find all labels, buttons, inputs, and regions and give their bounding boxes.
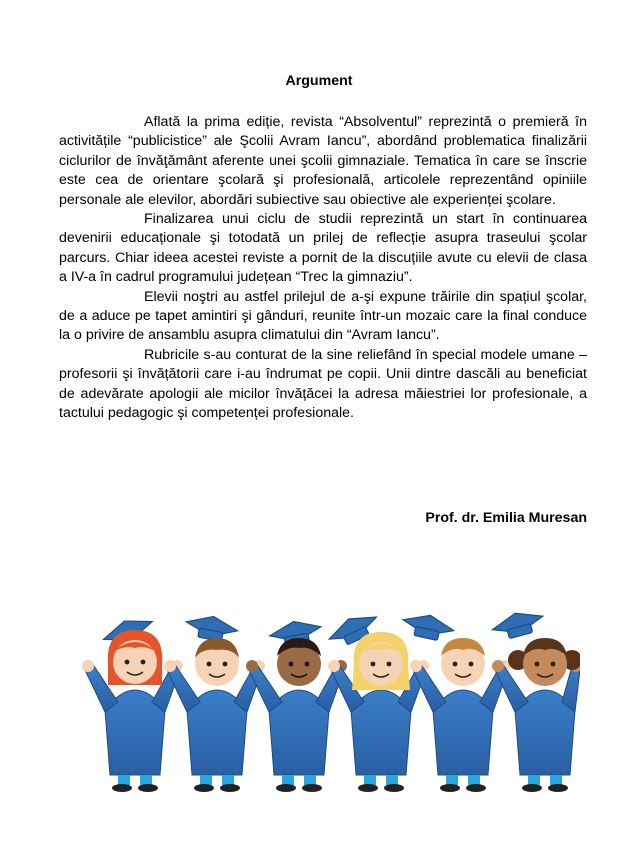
document-title: Argument <box>285 73 353 89</box>
paragraph: Aflată la prima ediție, revista “Absolventul” reprezintă o premieră în activitățile “publicistice” ale Şcolii Avram Iancu”, abordând problematica finalizării ciclurilor de învăţământ aferente unei şcolii gimnaziale. Tematica în care se înscrie este cea de orientare şcolară şi profesională, articolele reprezentând opiniile personale ale elevilor, abordări subiective sau obiective ale experienței şcolare. <box>59 114 587 208</box>
child-figure <box>82 630 183 792</box>
paragraph: Finalizarea unui ciclu de studii reprezintă un start în continuarea devenirii educaționale şi totodată un prilej de reflecție asupra traseului şcolar parcurs. Chiar ideea acestei reviste a pornit de la discuțiile avute cu elevii de clasa a IV-a în cadrul programului județean “Trec la gimnaziu”. <box>59 211 587 286</box>
document-body <box>59 113 587 424</box>
paragraph: Rubricile s-au conturat de la sine reliefând în special modele umane – profesorii şi învățătorii care i-au îndrumat pe copii. Unii dintre dascăli au beneficiat de adevărate apologii ale micilor învățăcei la adresa măiestriei lor profesionale, a tactului pedagogic şi competenței profesionale. <box>59 346 587 422</box>
author-signature: Prof. dr. Emilia Muresan <box>425 510 587 526</box>
paragraph: Elevii noştri au astfel prilejul de a-şi expune trăirile din spațiul şcolar, de a aduce pe tapet amintiri şi gânduri, reunite într-un mozaic care la final conduce la o privire de ansamblu asupra climatului din “Avram Iancu”. <box>59 288 587 344</box>
graduate-children-illustration <box>80 590 580 795</box>
child-figure <box>328 632 429 792</box>
